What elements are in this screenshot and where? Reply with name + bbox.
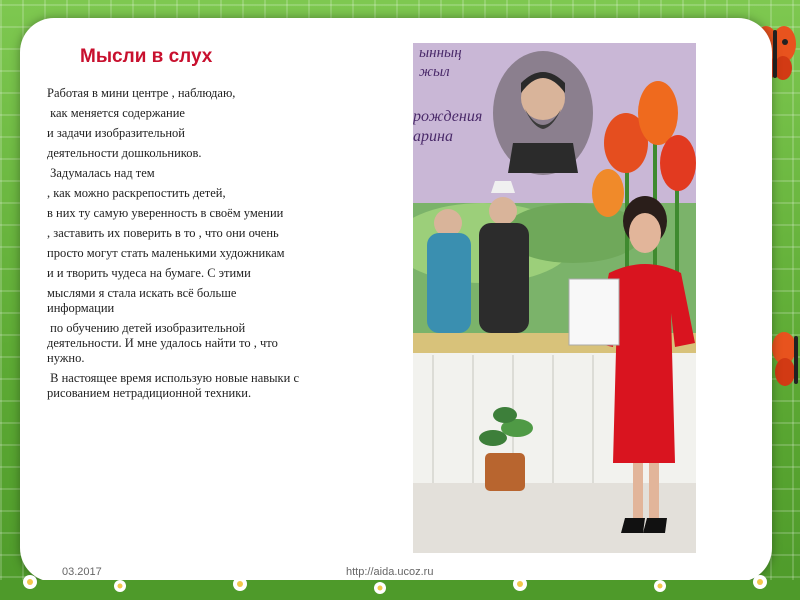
- butterfly-bottom-right-icon: [770, 330, 800, 390]
- paragraph: как меняется содержание: [47, 106, 185, 120]
- paragraph: в них ту самую уверенность в своём умении: [47, 206, 284, 220]
- photo-illustration: [413, 43, 696, 553]
- footer-url: http://aida.ucoz.ru: [346, 566, 434, 578]
- banner-text-line: арина: [413, 128, 453, 145]
- banner-text-line: рождения: [413, 108, 483, 125]
- paragraph: и задачи изобразительной: [47, 126, 185, 140]
- paragraph: мыслями я стала искать всё больше информации: [47, 286, 240, 315]
- paragraph: просто могут стать маленькими художникам: [47, 246, 285, 260]
- paragraph: Работая в мини центре , наблюдаю,: [47, 86, 236, 100]
- footer-date: 03.2017: [62, 566, 102, 578]
- paragraph: В настоящее время использую новые навыки с рисованием нетрадиционной техники.: [47, 371, 303, 400]
- photo: [413, 43, 696, 553]
- paragraph: , заставить их поверить в то , что они очень: [47, 226, 279, 240]
- paragraph: деятельности дошкольников.: [47, 146, 202, 160]
- banner-text-line: ынның: [419, 45, 462, 61]
- slide-title: Мысли в слух: [80, 46, 213, 67]
- paragraph: Задумалась над тем: [47, 166, 155, 180]
- banner-text-line: жыл: [419, 64, 450, 80]
- paragraph: и и творить чудеса на бумаге. С этими: [47, 266, 251, 280]
- paragraph: , как можно раскрепостить детей,: [47, 186, 226, 200]
- certificate: [569, 279, 619, 345]
- body-text: [47, 86, 302, 406]
- paragraph: по обучению детей изобразительной деятельности. И мне удалось найти то , что нужно.: [47, 321, 281, 365]
